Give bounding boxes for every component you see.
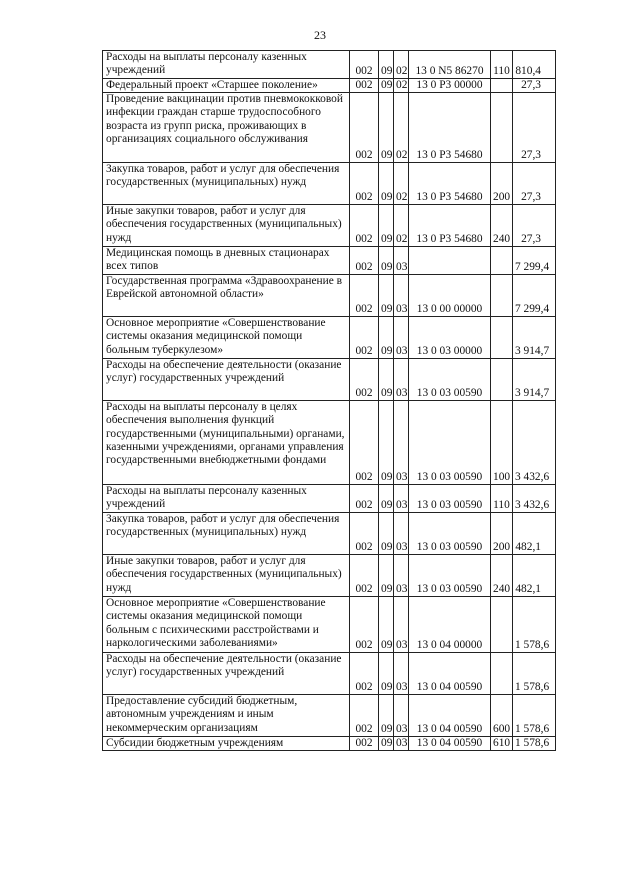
amount: 27,3 xyxy=(513,163,556,205)
row-name: Медицинская помощь в дневных стационарах всех типов xyxy=(103,247,350,275)
section-code: 09 xyxy=(379,597,394,653)
section-code: 09 xyxy=(379,163,394,205)
subsection-code: 03 xyxy=(394,401,409,485)
expense-type-code xyxy=(491,653,513,695)
subsection-code: 03 xyxy=(394,275,409,317)
row-name: Расходы на выплаты персоналу в целях обеспечения выполнения функций государственными (муниципальными) органами, казенными учреждениями, органами управления государственными внебюджетными фондами xyxy=(103,401,350,485)
program-code: 13 0 03 00590 xyxy=(409,513,491,555)
ministry-code: 002 xyxy=(350,275,379,317)
table-row xyxy=(103,247,556,275)
section-code: 09 xyxy=(379,513,394,555)
subsection-code: 03 xyxy=(394,653,409,695)
expense-type-code xyxy=(491,597,513,653)
table-row xyxy=(103,205,556,247)
subsection-code: 03 xyxy=(394,737,409,751)
section-code: 09 xyxy=(379,653,394,695)
table-row xyxy=(103,695,556,737)
section-code: 09 xyxy=(379,79,394,93)
row-name: Расходы на выплаты персоналу казенных учреждений xyxy=(103,485,350,513)
ministry-code: 002 xyxy=(350,401,379,485)
section-code: 09 xyxy=(379,205,394,247)
ministry-code: 002 xyxy=(350,205,379,247)
subsection-code: 03 xyxy=(394,317,409,359)
expense-type-code: 100 xyxy=(491,401,513,485)
amount: 3 914,7 xyxy=(513,317,556,359)
amount: 7 299,4 xyxy=(513,247,556,275)
table-row xyxy=(103,485,556,513)
row-name: Государственная программа «Здравоохранение в Еврейской автономной области» xyxy=(103,275,350,317)
program-code: 13 0 03 00000 xyxy=(409,317,491,359)
subsection-code: 02 xyxy=(394,51,409,79)
subsection-code: 03 xyxy=(394,695,409,737)
program-code: 13 0 04 00000 xyxy=(409,597,491,653)
ministry-code: 002 xyxy=(350,653,379,695)
expense-type-code xyxy=(491,359,513,401)
program-code: 13 0 P3 54680 xyxy=(409,163,491,205)
row-name: Основное мероприятие «Совершенствование системы оказания медицинской помощи больным туберкулезом» xyxy=(103,317,350,359)
table-row xyxy=(103,51,556,79)
program-code: 13 0 04 00590 xyxy=(409,653,491,695)
expense-type-code: 600 xyxy=(491,695,513,737)
ministry-code: 002 xyxy=(350,485,379,513)
ministry-code: 002 xyxy=(350,247,379,275)
amount: 27,3 xyxy=(513,205,556,247)
subsection-code: 02 xyxy=(394,79,409,93)
table-row xyxy=(103,79,556,93)
subsection-code: 03 xyxy=(394,359,409,401)
expense-type-code: 110 xyxy=(491,485,513,513)
ministry-code: 002 xyxy=(350,359,379,401)
ministry-code: 002 xyxy=(350,317,379,359)
amount: 482,1 xyxy=(513,555,556,597)
expense-type-code: 240 xyxy=(491,205,513,247)
row-name: Расходы на обеспечение деятельности (оказание услуг) государственных учреждений xyxy=(103,359,350,401)
ministry-code: 002 xyxy=(350,555,379,597)
amount: 810,4 xyxy=(513,51,556,79)
expense-type-code: 110 xyxy=(491,51,513,79)
expense-type-code: 200 xyxy=(491,163,513,205)
section-code: 09 xyxy=(379,359,394,401)
amount: 3 914,7 xyxy=(513,359,556,401)
expense-type-code xyxy=(491,79,513,93)
budget-table-body xyxy=(103,51,556,751)
table-row xyxy=(103,653,556,695)
section-code: 09 xyxy=(379,317,394,359)
table-row xyxy=(103,737,556,751)
subsection-code: 03 xyxy=(394,485,409,513)
row-name: Иные закупки товаров, работ и услуг для обеспечения государственных (муниципальных) нужд xyxy=(103,555,350,597)
amount: 27,3 xyxy=(513,79,556,93)
program-code: 13 0 00 00000 xyxy=(409,275,491,317)
table-row xyxy=(103,555,556,597)
subsection-code: 02 xyxy=(394,163,409,205)
amount: 1 578,6 xyxy=(513,695,556,737)
row-name: Федеральный проект «Старшее поколение» xyxy=(103,79,350,93)
section-code: 09 xyxy=(379,737,394,751)
table-row xyxy=(103,317,556,359)
program-code: 13 0 03 00590 xyxy=(409,485,491,513)
amount: 27,3 xyxy=(513,93,556,163)
program-code: 13 0 03 00590 xyxy=(409,401,491,485)
section-code: 09 xyxy=(379,695,394,737)
program-code: 13 0 N5 86270 xyxy=(409,51,491,79)
table-row xyxy=(103,513,556,555)
ministry-code: 002 xyxy=(350,737,379,751)
amount: 1 578,6 xyxy=(513,597,556,653)
row-name: Закупка товаров, работ и услуг для обеспечения государственных (муниципальных) нужд xyxy=(103,513,350,555)
expense-type-code: 240 xyxy=(491,555,513,597)
amount: 7 299,4 xyxy=(513,275,556,317)
subsection-code: 03 xyxy=(394,555,409,597)
section-code: 09 xyxy=(379,247,394,275)
program-code: 13 0 P3 54680 xyxy=(409,93,491,163)
section-code: 09 xyxy=(379,401,394,485)
row-name: Предоставление субсидий бюджетным, автономным учреждениям и иным некоммерческим организациям xyxy=(103,695,350,737)
amount: 1 578,6 xyxy=(513,653,556,695)
page-number: 23 xyxy=(314,28,326,42)
table-row xyxy=(103,275,556,317)
amount: 3 432,6 xyxy=(513,485,556,513)
program-code: 13 0 04 00590 xyxy=(409,695,491,737)
table-row xyxy=(103,163,556,205)
amount: 1 578,6 xyxy=(513,737,556,751)
subsection-code: 02 xyxy=(394,205,409,247)
section-code: 09 xyxy=(379,555,394,597)
budget-table xyxy=(102,50,556,751)
program-code: 13 0 04 00590 xyxy=(409,737,491,751)
program-code xyxy=(409,247,491,275)
ministry-code: 002 xyxy=(350,597,379,653)
row-name: Расходы на выплаты персоналу казенных учреждений xyxy=(103,51,350,79)
ministry-code: 002 xyxy=(350,163,379,205)
section-code: 09 xyxy=(379,485,394,513)
table-row xyxy=(103,597,556,653)
expense-type-code: 610 xyxy=(491,737,513,751)
ministry-code: 002 xyxy=(350,79,379,93)
row-name: Закупка товаров, работ и услуг для обеспечения государственных (муниципальных) нужд xyxy=(103,163,350,205)
table-row xyxy=(103,401,556,485)
subsection-code: 03 xyxy=(394,597,409,653)
row-name: Субсидии бюджетным учреждениям xyxy=(103,737,350,751)
expense-type-code: 200 xyxy=(491,513,513,555)
table-row xyxy=(103,93,556,163)
row-name: Основное мероприятие «Совершенствование системы оказания медицинской помощи больным с психическими расстройствами и наркологическими заболеваниями» xyxy=(103,597,350,653)
row-name: Расходы на обеспечение деятельности (оказание услуг) государственных учреждений xyxy=(103,653,350,695)
subsection-code: 03 xyxy=(394,247,409,275)
ministry-code: 002 xyxy=(350,93,379,163)
expense-type-code xyxy=(491,93,513,163)
row-name: Иные закупки товаров, работ и услуг для обеспечения государственных (муниципальных) нужд xyxy=(103,205,350,247)
amount: 482,1 xyxy=(513,513,556,555)
section-code: 09 xyxy=(379,51,394,79)
section-code: 09 xyxy=(379,275,394,317)
ministry-code: 002 xyxy=(350,513,379,555)
program-code: 13 0 P3 00000 xyxy=(409,79,491,93)
subsection-code: 03 xyxy=(394,513,409,555)
ministry-code: 002 xyxy=(350,695,379,737)
table-row xyxy=(103,359,556,401)
ministry-code: 002 xyxy=(350,51,379,79)
subsection-code: 02 xyxy=(394,93,409,163)
expense-type-code xyxy=(491,247,513,275)
expense-type-code xyxy=(491,317,513,359)
section-code: 09 xyxy=(379,93,394,163)
program-code: 13 0 03 00590 xyxy=(409,555,491,597)
program-code: 13 0 03 00590 xyxy=(409,359,491,401)
program-code: 13 0 P3 54680 xyxy=(409,205,491,247)
expense-type-code xyxy=(491,275,513,317)
amount: 3 432,6 xyxy=(513,401,556,485)
row-name: Проведение вакцинации против пневмококковой инфекции граждан старше трудоспособного возраста из групп риска, проживающих в организациях социального обслуживания xyxy=(103,93,350,163)
